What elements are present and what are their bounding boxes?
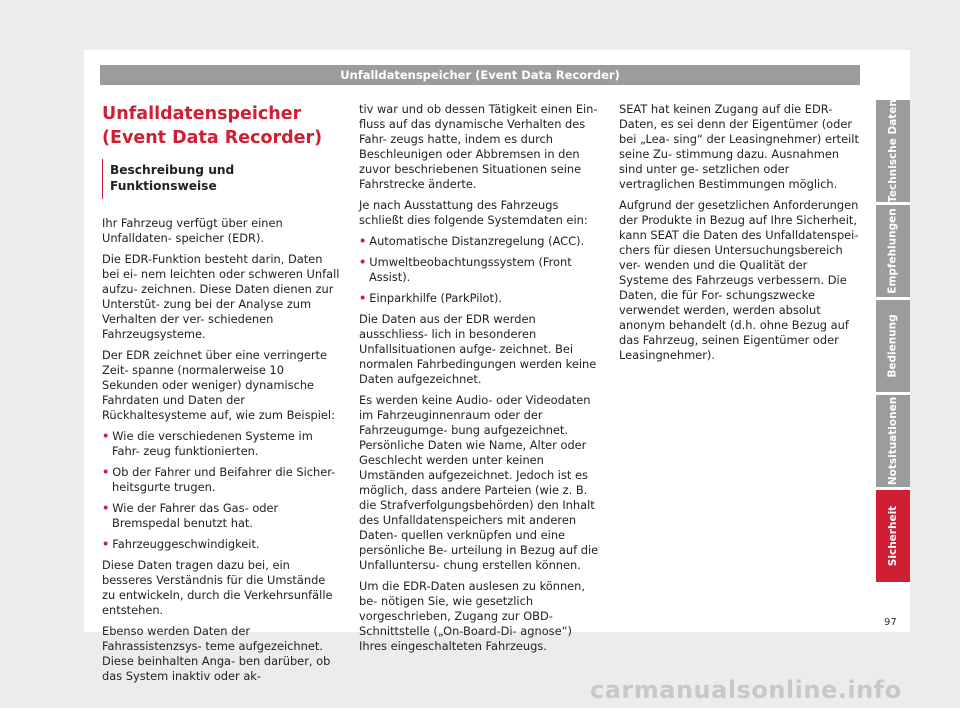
bullet-icon: • [359,255,367,269]
paragraph: Um die EDR-Daten auslesen zu können, be- nötigen Sie, wie gesetzlich vorgeschrieben, Zugang zur OBD-Schnittstelle („On-Board-Di- agnose“) Ihres eingeschalteten Fahrzeugs. [359,579,586,653]
list-item [359,234,603,249]
column-1 [102,102,342,690]
list-item [359,255,603,285]
paragraph: Ihr Fahrzeug verfügt über einen Unfalldaten- speicher (EDR). [102,216,283,245]
bullet-icon: • [102,465,110,479]
paragraph: Die Daten aus der EDR werden ausschliess- lich in besonderen Unfallsituationen aufge- zeichnet. Bei normalen Fahrbedingungen werden keine Daten aufgezeichnet. [359,312,597,386]
tab-technische-daten[interactable] [876,100,910,202]
chapter-tabs [876,100,910,585]
paragraph: SEAT hat keinen Zugang auf die EDR-Daten, es sei denn der Eigentümer (oder bei „Lea- sing“ der Leasingnehmer) erteilt seine Zu- stimmung dazu. Ausnahmen sind unter ge- setzlichen oder vertraglichen Bestimmungen möglich. [619,102,859,191]
list-item-text: Fahrzeuggeschwindigkeit. [112,537,260,551]
tab-sicherheit[interactable] [876,490,910,582]
list-item-text: Automatische Distanzregelung (ACC). [369,234,585,248]
tab-label: Empfehlungen [887,208,899,294]
column-3 [619,102,859,369]
paragraph: Die EDR-Funktion besteht darin, Daten bei ei- nem leichten oder schweren Unfall aufzu- zeichnen. Diese Daten dienen zur Unterstüt- zung bei der Analyse zum Verhalten der ver- schiedenen Fahrzeugsysteme. [102,252,340,341]
tab-label: Sicherheit [887,505,899,567]
list-item [102,429,342,459]
tab-notsituationen[interactable] [876,395,910,487]
paragraph: Es werden keine Audio- oder Videodaten im Fahrzeuginnenraum oder der Fahrzeugumge- bung aufgezeichnet. Persönliche Daten wie Name, Alter oder Geschlecht werden unter keinen Umständen aufgezeichnet. Jedoch ist es möglich, dass andere Parteien (wie z. B. die Strafverfolgungsbehörden) den Inhalt des Unfalldatenspeichers mit anderen Daten- quellen verknüpfen und eine persönliche Be- urteilung in Bezug auf die Unfalluntersu- chung erstellen können. [359,393,599,572]
page-title: Unfalldatenspeicher (Event Data Recorder) [102,104,323,148]
paragraph: Ebenso werden Daten der Fahrassistenzsys- teme aufgezeichnet. Diese beinhalten Anga- ben darüber, ob das System inaktiv oder ak- [102,624,331,683]
tab-label: Notsituationen [887,396,900,486]
list-item-text: Umweltbeobachtungssystem (Front Assist). [369,255,572,284]
running-header: Unfalldatenspeicher (Event Data Recorder) [100,65,860,85]
page-number: 97 [884,617,897,628]
bullet-icon: • [359,234,367,248]
tab-bedienung[interactable] [876,300,910,392]
bullet-icon: • [102,429,110,443]
paragraph: Je nach Ausstattung des Fahrzeugs schließt dies folgende Systemdaten ein: [359,198,588,227]
list-item-text: Wie die verschiedenen Systeme im Fahr- zeug funktionierten. [112,429,313,458]
list-item-text: Einparkhilfe (ParkPilot). [369,291,503,305]
tab-empfehlungen[interactable] [876,205,910,297]
list-item [102,537,342,552]
paragraph: Der EDR zeichnet über eine verringerte Zeit- spanne (normalerweise 10 Sekunden oder weniger) dynamische Fahrdaten und Daten der Rückhaltesysteme auf, wie zum Beispiel: [102,348,335,422]
list-item [102,465,342,495]
bullet-icon: • [102,501,110,515]
paragraph: Diese Daten tragen dazu bei, ein besseres Verständnis für die Umstände zu entwickeln, durch die Verkehrsunfälle entstehen. [102,558,333,617]
paragraph: tiv war und ob dessen Tätigkeit einen Ein- fluss auf das dynamische Verhalten des Fahr- zeugs hatte, indem es durch Beschleunigen oder Abbremsen in den zuvor beschriebenen Situationen seine Fahrstrecke änderte. [359,102,598,191]
tab-label: Bedienung [887,314,899,378]
column-2 [359,102,603,660]
list-item-text: Ob der Fahrer und Beifahrer die Sicher- heitsgurte trugen. [112,465,336,494]
bullet-icon: • [102,537,110,551]
paragraph: Aufgrund der gesetzlichen Anforderungen der Produkte in Bezug auf Ihre Sicherheit, kann SEAT die Daten des Unfalldatenspei- chers für diesen Untersuchungsbereich ver- wenden und die Qualität der Systeme des Fahrzeugs verbessern. Die Daten, die für For- schungszwecke verwendet werden, werden absolut anonym behandelt (d.h. ohne Bezug auf das Fahrzeug, seinen Eigentümer oder Leasingnehmer). [619,198,859,362]
list-item-text: Wie der Fahrer das Gas- oder Bremspedal benutzt hat. [112,501,279,530]
tab-label: Technische Daten [887,99,899,203]
bullet-icon: • [359,291,367,305]
list-item [359,291,603,306]
section-subtitle: Beschreibung und Funktionsweise [102,159,342,199]
list-item [102,501,342,531]
watermark: carmanualsonline.info [590,676,902,704]
